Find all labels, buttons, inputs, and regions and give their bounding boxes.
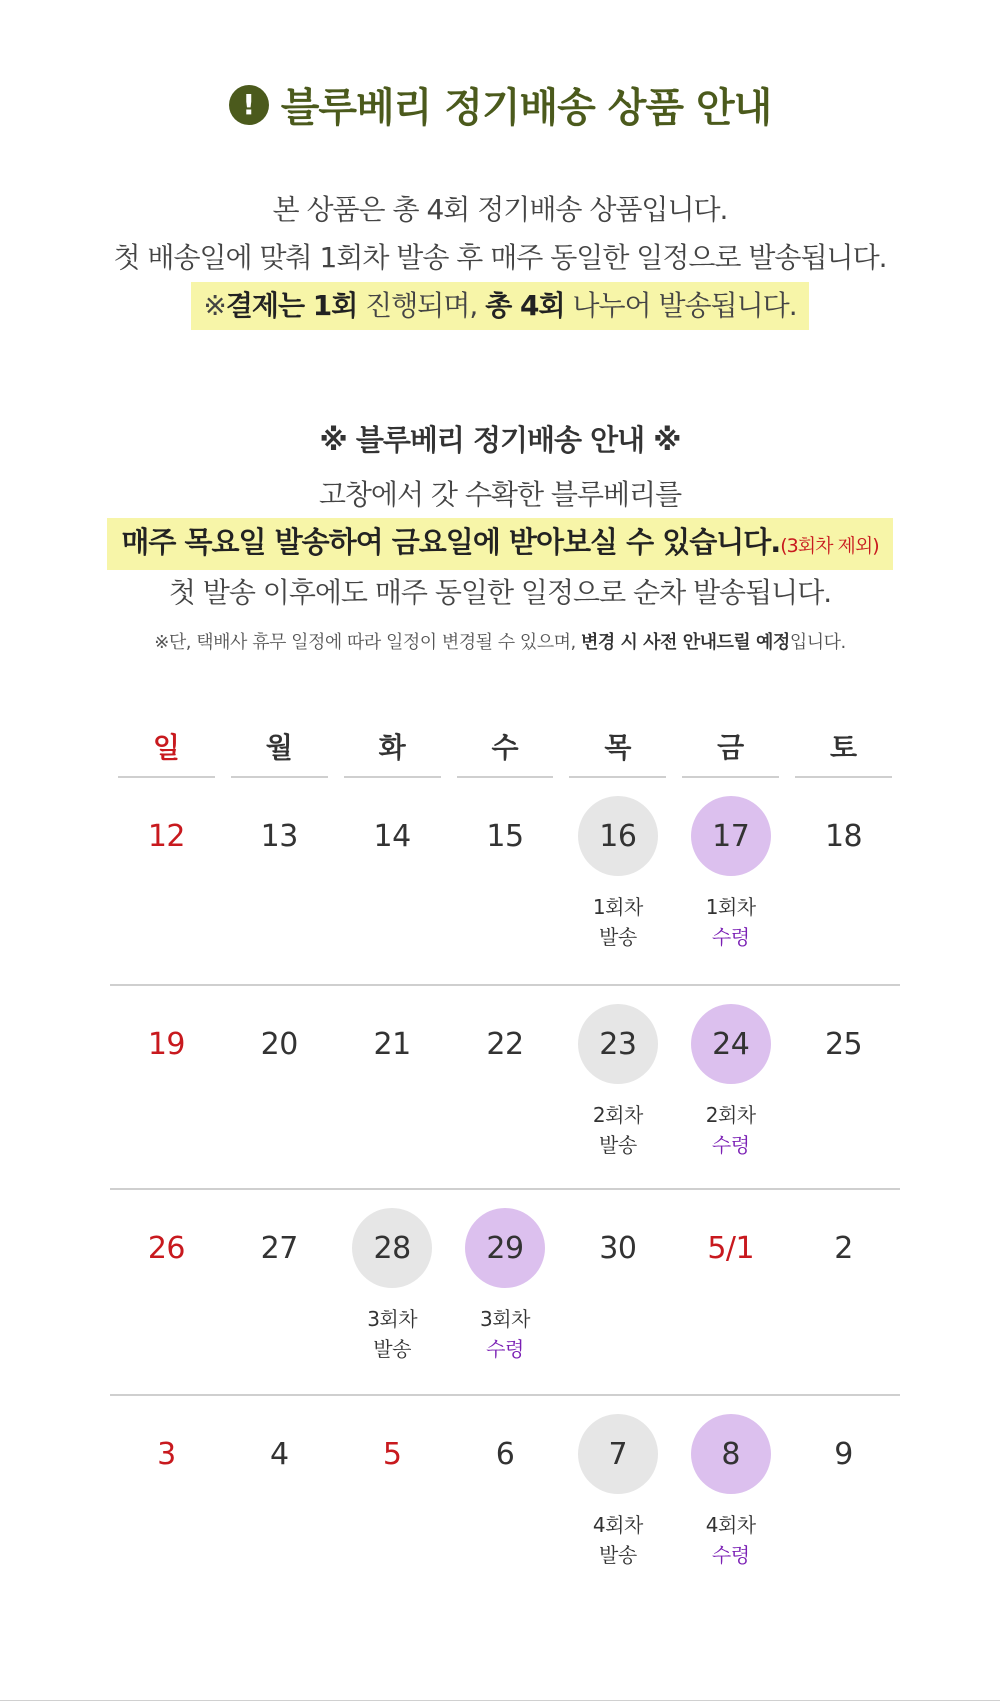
delivery-status: 발송 xyxy=(599,1133,637,1157)
day-number: 14 xyxy=(373,818,411,854)
day-number: 18 xyxy=(824,818,863,854)
calendar-day xyxy=(449,778,562,984)
bottom-divider xyxy=(0,1700,1000,1701)
delivery-round: 4회차 xyxy=(592,1513,643,1537)
delivery-round: 2회차 xyxy=(705,1103,756,1127)
section-title: ※ 블루베리 정기배송 안내 ※ xyxy=(319,423,681,457)
day-number: 7 xyxy=(578,1414,658,1494)
calendar-day xyxy=(787,1190,900,1394)
delivery-status: 수령 xyxy=(711,1133,750,1157)
delivery-status: 발송 xyxy=(599,925,637,949)
calendar-day xyxy=(110,778,223,984)
calendar-day xyxy=(110,986,223,1188)
delivery-status: 수령 xyxy=(711,1543,750,1567)
calendar-day xyxy=(449,1190,562,1394)
holiday-note xyxy=(0,628,1000,658)
delivery-label xyxy=(593,1510,643,1570)
schedule-main: 매주 목요일 발송하여 금요일에 받아보실 수 있습니다. xyxy=(121,525,781,559)
delivery-label xyxy=(593,1100,643,1160)
intro-highlight-row xyxy=(0,282,1000,330)
hl-mid: 진행되며, xyxy=(357,289,486,322)
section-highlight-row xyxy=(0,518,1000,570)
day-number: 2 xyxy=(834,1230,853,1266)
calendar-day xyxy=(336,1190,449,1394)
weekday-mon: 월 xyxy=(231,720,328,778)
payment-highlight xyxy=(191,282,808,330)
day-number: 29 xyxy=(465,1208,545,1288)
delivery-status: 발송 xyxy=(599,1543,637,1567)
day-number: 12 xyxy=(147,818,186,854)
hl-bold-payment: 결제는 1회 xyxy=(225,289,358,322)
note-bold: 변경 시 사전 안내드릴 예정 xyxy=(580,632,790,653)
schedule-exception-note: (3회차 제외) xyxy=(780,535,879,557)
note-end: 입니다. xyxy=(789,632,846,653)
day-number: 16 xyxy=(578,796,658,876)
calendar-week xyxy=(110,986,900,1190)
calendar-day xyxy=(674,1190,787,1394)
calendar-day xyxy=(561,986,674,1188)
calendar-day xyxy=(787,986,900,1188)
title-text: 블루베리 정기배송 상품 안내 xyxy=(280,85,772,131)
calendar-day xyxy=(674,986,787,1188)
hl-prefix: ※ xyxy=(203,289,226,322)
calendar-day xyxy=(110,1396,223,1596)
day-number: 8 xyxy=(691,1414,771,1494)
calendar-day xyxy=(336,778,449,984)
calendar-week xyxy=(110,1190,900,1396)
day-number: 5 xyxy=(382,1436,402,1472)
weekday-sat: 토 xyxy=(795,720,892,778)
weekday-fri: 금 xyxy=(682,720,779,778)
day-number: 15 xyxy=(486,818,524,854)
note-main: ※단, 택배사 휴무 일정에 따라 일정이 변경될 수 있으며, xyxy=(154,632,581,653)
delivery-status: 발송 xyxy=(373,1337,411,1361)
intro-line-1: 본 상품은 총 4회 정기배송 상품입니다. xyxy=(272,193,728,226)
weekday-sun: 일 xyxy=(118,720,215,778)
calendar-day xyxy=(787,1396,900,1596)
schedule-highlight xyxy=(107,518,892,570)
delivery-round: 3회차 xyxy=(367,1307,418,1331)
calendar-day xyxy=(561,1190,674,1394)
day-number: 4 xyxy=(269,1436,289,1472)
day-number: 26 xyxy=(147,1230,186,1266)
section-line-3: 첫 발송 이후에도 매주 동일한 일정으로 순차 발송됩니다. xyxy=(168,576,832,609)
day-number: 19 xyxy=(147,1026,186,1062)
hl-end: 나누어 발송됩니다. xyxy=(564,289,797,322)
delivery-status: 수령 xyxy=(711,925,750,949)
day-number: 5/1 xyxy=(707,1230,755,1266)
delivery-label xyxy=(706,1510,756,1570)
delivery-round: 1회차 xyxy=(592,895,643,919)
calendar-day xyxy=(674,778,787,984)
day-number: 3 xyxy=(157,1436,176,1472)
calendar-day xyxy=(223,778,336,984)
weekday-tue: 화 xyxy=(344,720,441,778)
section-line-1: 고창에서 갓 수확한 블루베리를 xyxy=(318,478,682,511)
calendar-day xyxy=(223,986,336,1188)
calendar-day xyxy=(561,778,674,984)
day-number: 17 xyxy=(691,796,771,876)
calendar-day xyxy=(110,1190,223,1394)
weekday-wed: 수 xyxy=(457,720,554,778)
day-number: 9 xyxy=(834,1436,853,1472)
calendar-week xyxy=(110,778,900,986)
exclamation-icon: ! xyxy=(229,85,269,125)
delivery-label xyxy=(367,1304,417,1364)
day-number: 20 xyxy=(260,1026,298,1062)
day-number: 23 xyxy=(578,1004,658,1084)
day-number: 25 xyxy=(824,1026,863,1062)
delivery-round: 3회차 xyxy=(480,1307,530,1331)
day-number: 28 xyxy=(352,1208,432,1288)
weekday-header xyxy=(110,720,900,778)
intro-block xyxy=(0,186,1000,330)
day-number: 13 xyxy=(260,818,298,854)
page-title xyxy=(0,76,1000,133)
hl-bold-count: 총 4회 xyxy=(485,289,565,322)
delivery-label xyxy=(706,1100,756,1160)
delivery-calendar xyxy=(110,720,900,1596)
day-number: 21 xyxy=(373,1026,411,1062)
calendar-day xyxy=(561,1396,674,1596)
delivery-guide-section xyxy=(0,420,1000,658)
calendar-day xyxy=(449,986,562,1188)
weekday-thu: 목 xyxy=(569,720,666,778)
calendar-day xyxy=(449,1396,562,1596)
day-number: 30 xyxy=(599,1230,637,1266)
calendar-day xyxy=(223,1396,336,1596)
delivery-round: 4회차 xyxy=(705,1513,756,1537)
calendar-week xyxy=(110,1396,900,1596)
calendar-day xyxy=(336,1396,449,1596)
delivery-label xyxy=(593,892,643,952)
day-number: 27 xyxy=(260,1230,298,1266)
day-number: 24 xyxy=(691,1004,771,1084)
delivery-round: 1회차 xyxy=(705,895,756,919)
day-number: 6 xyxy=(495,1436,515,1472)
calendar-day xyxy=(223,1190,336,1394)
delivery-label xyxy=(480,1304,530,1364)
delivery-round: 2회차 xyxy=(592,1103,643,1127)
delivery-status: 수령 xyxy=(486,1337,524,1361)
delivery-label xyxy=(706,892,756,952)
calendar-day xyxy=(674,1396,787,1596)
day-number: 22 xyxy=(486,1026,524,1062)
intro-line-2: 첫 배송일에 맞춰 1회차 발송 후 매주 동일한 일정으로 발송됩니다. xyxy=(113,241,887,274)
calendar-day xyxy=(787,778,900,984)
calendar-weeks xyxy=(110,778,900,1596)
calendar-day xyxy=(336,986,449,1188)
